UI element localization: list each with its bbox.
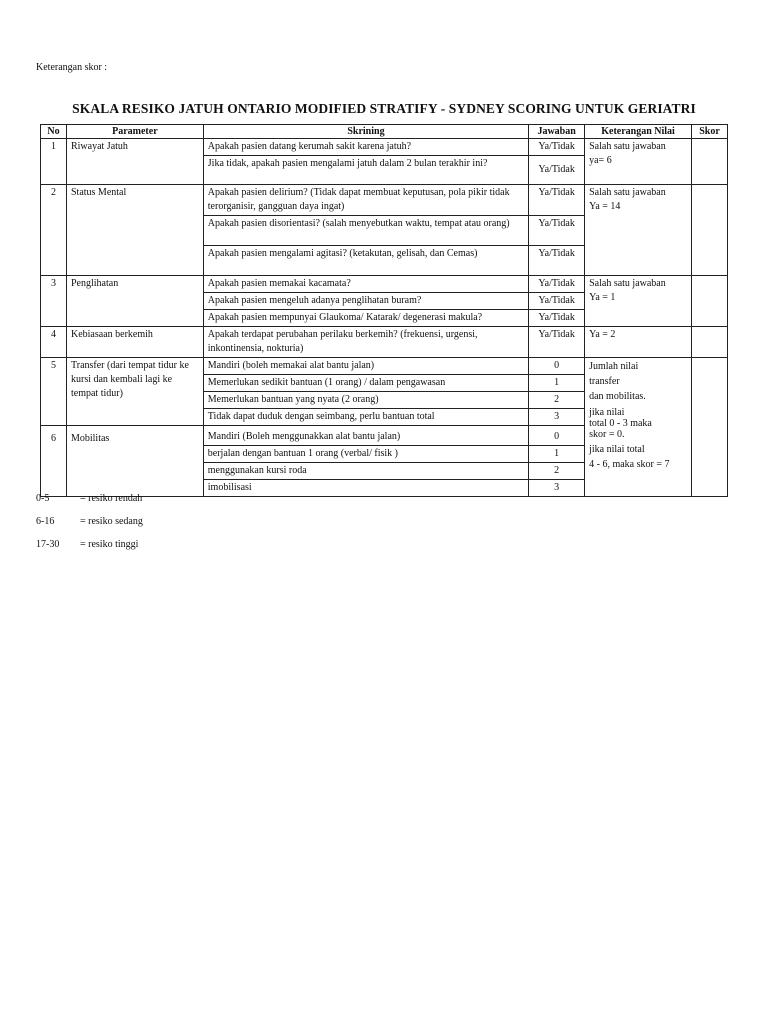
- table-row: [41, 327, 728, 358]
- screening-question: Apakah pasien memakai kacamata?: [203, 276, 528, 293]
- row-number: 4: [41, 327, 67, 358]
- answer-cell: Ya/Tidak: [529, 156, 585, 185]
- answer-cell: Ya/Tidak: [529, 246, 585, 276]
- column-header-jawaban: Jawaban: [529, 125, 585, 139]
- screening-question: Memerlukan bantuan yang nyata (2 orang): [203, 392, 528, 409]
- answer-cell: 0: [529, 426, 585, 446]
- screening-question: Tidak dapat duduk dengan seimbang, perlu bantuan total: [203, 409, 528, 426]
- risk-legend-low: [36, 493, 142, 504]
- screening-question: Apakah pasien mengalami agitasi? (ketakutan, gelisah, dan Cemas): [203, 246, 528, 276]
- parameter-cell: Mobilitas: [66, 426, 203, 497]
- answer-cell: 1: [529, 375, 585, 392]
- column-header-keterangan-nilai: Keterangan Nilai: [585, 125, 692, 139]
- score-note-cell: Ya = 2: [585, 327, 692, 358]
- answer-cell: 2: [529, 392, 585, 409]
- column-header-skor: Skor: [691, 125, 727, 139]
- row-number: 2: [41, 185, 67, 276]
- row-number: 6: [41, 426, 67, 497]
- screening-question: Mandiri (boleh memakai alat bantu jalan): [203, 358, 528, 375]
- score-info-label: Keterangan skor :: [36, 62, 108, 73]
- legend-label: = resiko rendah: [80, 493, 143, 504]
- answer-cell: Ya/Tidak: [529, 310, 585, 327]
- page-title: SKALA RESIKO JATUH ONTARIO MODIFIED STRATIFY - SYDNEY SCORING UNTUK GERIATRI: [72, 101, 696, 116]
- column-header-parameter: Parameter: [66, 125, 203, 139]
- legend-range: 6-16: [36, 516, 55, 527]
- parameter-cell: Kebiasaan berkemih: [66, 327, 203, 358]
- score-cell: [691, 139, 727, 185]
- table-row: [41, 276, 728, 293]
- risk-legend-high: [36, 539, 138, 550]
- screening-question: Mandiri (Boleh menggunakkan alat bantu jalan): [203, 426, 528, 446]
- column-header-no: No: [41, 125, 67, 139]
- answer-cell: 3: [529, 480, 585, 497]
- answer-cell: Ya/Tidak: [529, 185, 585, 216]
- screening-question: Apakah pasien disorientasi? (salah menyebutkan waktu, tempat atau orang): [203, 216, 528, 246]
- row-number: 5: [41, 358, 67, 426]
- score-cell: [691, 276, 727, 327]
- score-cell: [691, 327, 727, 358]
- score-note-cell: Salah satu jawaban ya= 6: [585, 139, 692, 185]
- table-header-row: [41, 125, 728, 139]
- table-row: [41, 358, 728, 375]
- answer-cell: Ya/Tidak: [529, 327, 585, 358]
- row-number: 3: [41, 276, 67, 327]
- screening-question: Apakah pasien datang kerumah sakit karena jatuh?: [203, 139, 528, 156]
- answer-cell: Ya/Tidak: [529, 293, 585, 310]
- answer-cell: Ya/Tidak: [529, 139, 585, 156]
- legend-range: 17-30: [36, 539, 60, 550]
- screening-question: imobilisasi: [203, 480, 528, 497]
- screening-question: menggunakan kursi roda: [203, 463, 528, 480]
- answer-cell: 0: [529, 358, 585, 375]
- score-cell: [691, 358, 727, 426]
- table-row: [41, 139, 728, 156]
- table-row: [41, 185, 728, 216]
- parameter-cell: Penglihatan: [66, 276, 203, 327]
- risk-legend-medium: [36, 516, 143, 527]
- screening-question: Apakah pasien mempunyai Glaukoma/ Katarak/ degenerasi makula?: [203, 310, 528, 327]
- answer-cell: 3: [529, 409, 585, 426]
- score-note-cell: Salah satu jawaban Ya = 1: [585, 276, 692, 327]
- legend-label: = resiko tinggi: [80, 539, 139, 550]
- score-note-cell: Jumlah nilai transfer dan mobilitas. jika nilai total 0 - 3 maka skor = 0. jika nilai total 4 - 6, maka skor = 7: [585, 358, 692, 497]
- score-cell: [691, 185, 727, 276]
- score-cell: [691, 426, 727, 497]
- risk-scale-table: [40, 124, 728, 497]
- answer-cell: 1: [529, 446, 585, 463]
- screening-question: Memerlukan sedikit bantuan (1 orang) / dalam pengawasan: [203, 375, 528, 392]
- legend-range: 0-5: [36, 493, 50, 504]
- screening-question: Apakah terdapat perubahan perilaku berkemih? (frekuensi, urgensi, inkontinensia, nokturia): [203, 327, 528, 358]
- row-number: 1: [41, 139, 67, 185]
- answer-cell: 2: [529, 463, 585, 480]
- answer-cell: Ya/Tidak: [529, 216, 585, 246]
- score-note-cell: Salah satu jawaban Ya = 14: [585, 185, 692, 276]
- legend-label: = resiko sedang: [80, 516, 143, 527]
- parameter-cell: Riwayat Jatuh: [66, 139, 203, 185]
- screening-question: Jika tidak, apakah pasien mengalami jatuh dalam 2 bulan terakhir ini?: [203, 156, 528, 185]
- screening-question: Apakah pasien delirium? (Tidak dapat membuat keputusan, pola pikir tidak terorganisir, gangguan daya ingat): [203, 185, 528, 216]
- parameter-cell: Status Mental: [66, 185, 203, 276]
- screening-question: Apakah pasien mengeluh adanya penglihatan buram?: [203, 293, 528, 310]
- parameter-cell: Transfer (dari tempat tidur ke kursi dan kembali lagi ke tempat tidur): [66, 358, 203, 426]
- screening-question: berjalan dengan bantuan 1 orang (verbal/ fisik ): [203, 446, 528, 463]
- column-header-skrining: Skrining: [203, 125, 528, 139]
- answer-cell: Ya/Tidak: [529, 276, 585, 293]
